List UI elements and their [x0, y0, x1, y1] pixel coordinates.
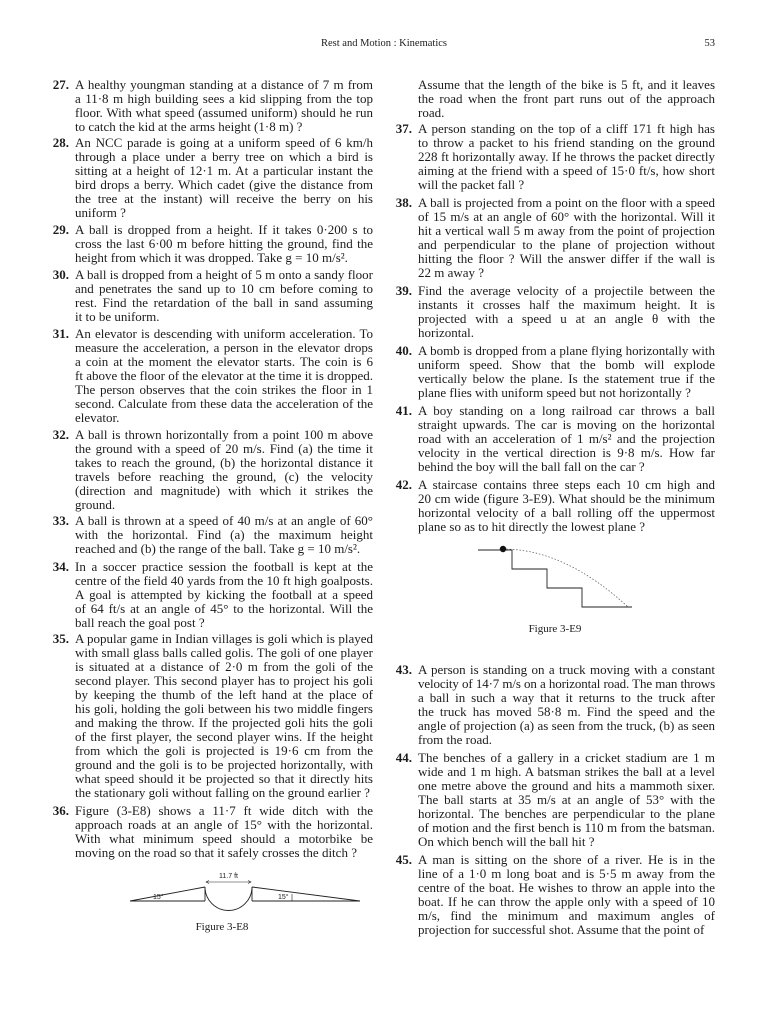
text-line: A staircase contains three steps each 10 cm high and: [418, 477, 715, 492]
text-line: wide and 1 m high. A batsman strikes the ball at a level: [418, 764, 715, 779]
text-line: a ball in such a way that it returns to the truck after: [418, 690, 715, 705]
problem-30: [44, 268, 373, 324]
problem-29: [44, 223, 373, 265]
text-line: A bomb is dropped from a plane flying horizontally with: [418, 343, 715, 358]
text-line: his goli, holding the goli between his two middle fingers: [75, 701, 373, 716]
text-line: A ball is dropped from a height. If it takes 0·200 s to: [75, 222, 373, 237]
problem-text: [75, 223, 373, 265]
problem-text: [418, 284, 715, 340]
problem-number: 30.: [52, 267, 69, 282]
right-road-ramp: [252, 887, 360, 901]
ditch-width-label: 11.7 ft: [219, 873, 238, 880]
ball: [500, 546, 506, 552]
text-line: with the horizontal. Find (a) the maximum height: [75, 527, 373, 542]
text-line: second player. This second player has to project his goli: [75, 673, 373, 688]
text-line: A popular game in Indian villages is goli which is played: [75, 631, 373, 646]
text-line: projection for successful shot. Assume that the point of: [418, 922, 705, 937]
text-line: horizontal. The benches are perpendicular to the plane: [418, 806, 715, 821]
problem-35: [44, 632, 373, 800]
text-line: m/s, find the minimum and maximum angles of: [418, 908, 715, 923]
text-line: centre of the boat. He wishes to throw an apple into the: [418, 880, 715, 895]
text-line: The person observes that the coin strikes the floor in 1: [75, 382, 373, 397]
problem-text: [75, 560, 373, 630]
text-line: a coin at the moment the elevator starts. The coin is 6: [75, 354, 373, 369]
figure-3-e9-caption: Figure 3-E9: [528, 623, 582, 635]
text-line: (direction and magnitude) with which it strikes the: [75, 483, 373, 498]
problem-text: [418, 122, 715, 192]
text-line: With what minimum speed should a motorbike be: [75, 831, 373, 846]
problem-number: 35.: [52, 631, 69, 646]
problem-text: [418, 404, 715, 474]
text-line: the road when the front part runs out of the approach: [418, 91, 715, 106]
right-column: [387, 0, 715, 1024]
problem-number: 27.: [52, 77, 69, 92]
problem-32: [44, 428, 373, 512]
problem-number: 33.: [52, 513, 69, 528]
text-line: rest. Find the retardation of the ball in sand assuming: [75, 295, 373, 310]
text-line: elevator.: [75, 410, 120, 425]
problem-number: 34.: [52, 559, 69, 574]
text-line: the stationary goli without falling on the ground earlier ?: [75, 785, 370, 800]
text-line: a 11·8 m high building sees a kid slipping from the top: [75, 91, 373, 106]
text-line: by keeping the thumb of the left hand at the place of: [75, 687, 373, 702]
text-line: boat. If he can throw the apple only with a speed of 10: [418, 894, 715, 909]
text-line: projected with a speed u at an angle θ with the: [418, 311, 715, 326]
problem-text: [75, 78, 373, 134]
text-line: A healthy youngman standing at a distance of 7 m from: [75, 77, 373, 92]
text-line: ground.: [75, 497, 116, 512]
problem-text: [418, 853, 715, 937]
text-line: The benches of a gallery in a cricket stadium are 1 m: [418, 750, 715, 765]
continued-problem-text: [387, 78, 715, 120]
problem-number: 39.: [395, 283, 412, 298]
text-line: will the packet fall ?: [418, 177, 525, 192]
problem-39: [387, 284, 715, 340]
text-line: is situated at a distance of 2·0 m from the goli of the: [75, 659, 373, 674]
problem-text: [418, 751, 715, 849]
text-line: The ball starts at 35 m/s at an angle of 53° with the: [418, 792, 715, 807]
problem-37: [387, 122, 715, 192]
text-line: A goal is attempted by kicking the football at a speed: [75, 587, 373, 602]
text-line: horizontal velocity of a ball rolling off the uppermost: [418, 505, 715, 520]
problem-27: [44, 78, 373, 134]
problem-44: [387, 751, 715, 849]
page-number: 53: [704, 38, 715, 49]
problem-text: [75, 428, 373, 512]
text-line: road.: [418, 105, 445, 120]
problem-number: 32.: [52, 427, 69, 442]
text-line: bird drops a berry. Which cadet (give the distance from: [75, 177, 373, 192]
text-line: approach roads at an angle of 15° with the horizontal.: [75, 817, 373, 832]
text-line: to catch the kid at the arms height (1·8 m) ?: [75, 119, 303, 134]
text-line: sitting at a height of 12·1 m. At a particular instant the: [75, 163, 373, 178]
problem-43: [387, 663, 715, 747]
text-line: second. Calculate from these data the acceleration of the: [75, 396, 373, 411]
text-line: 20 cm wide (figure 3-E9). What should be the minimum: [418, 491, 715, 506]
problem-number: 37.: [395, 121, 412, 136]
problem-text: [75, 268, 373, 324]
text-line: Find the average velocity of a projectile between the: [418, 283, 715, 298]
problem-42: [387, 478, 715, 534]
text-line: In a soccer practice session the football is kept at the: [75, 559, 373, 574]
problem-number: 28.: [52, 135, 69, 150]
text-line: hit a vertical wall 5 m away from the point of projection: [418, 223, 715, 238]
text-line: height from which it was dropped. Take g = 10 m/s².: [75, 250, 348, 265]
text-line: A ball is dropped from a height of 5 m onto a sandy floor: [75, 267, 373, 282]
text-line: A man is sitting on the shore of a river. He is in the: [418, 852, 715, 867]
text-line: An NCC parade is going at a uniform speed of 6 km/h: [75, 135, 373, 150]
right-angle-label: 15°: [278, 894, 289, 901]
text-line: horizontal.: [418, 325, 474, 340]
text-line: A ball is thrown at a speed of 40 m/s at an angle of 60°: [75, 513, 373, 528]
problem-number: 44.: [395, 750, 412, 765]
problem-28: [44, 136, 373, 220]
problem-number: 38.: [395, 195, 412, 210]
text-line: cross the last 6·00 m before hitting the ground, find the: [75, 236, 373, 251]
text-line: travels before reaching the ground, (c) the velocity: [75, 469, 373, 484]
ball-trajectory: [503, 549, 628, 607]
text-line: A person standing on the top of a cliff 171 ft high has: [418, 121, 715, 136]
text-line: aiming at the friend with a speed of 15·0 ft/s, how short: [418, 163, 715, 178]
problem-text: [418, 196, 715, 280]
problem-number: 40.: [395, 343, 412, 358]
problem-text: [75, 136, 373, 220]
text-line: it to be uniform.: [75, 309, 160, 324]
problem-45: [387, 853, 715, 937]
problem-number: 43.: [395, 662, 412, 677]
problem-number: 36.: [52, 803, 69, 818]
problem-number: 31.: [52, 326, 69, 341]
text-line: uniform ?: [75, 205, 126, 220]
text-line: A ball is projected from a point on the floor with a speed: [418, 195, 715, 210]
left-road-ramp: [130, 887, 205, 901]
text-line: A person is standing on a truck moving with a constant: [418, 662, 715, 677]
text-line: angle of projection (a) as seen from the truck, (b) as seen: [418, 718, 715, 733]
text-line: and making the throw. If the projected goli hits the goli: [75, 715, 373, 730]
text-line: On which bench will the ball hit ?: [418, 834, 595, 849]
text-line: centre of the field 40 yards from the 10 ft high goalposts.: [75, 573, 373, 588]
text-line: road with an acceleration of 1 m/s² and the projection: [418, 431, 715, 446]
text-line: uniform speed. Show that the bomb will explode: [418, 357, 715, 372]
text-line: 228 ft horizontally away. If he throws the packet directly: [418, 149, 715, 164]
text-line: plane so as to hit directly the lowest plane ?: [418, 519, 646, 534]
problem-34: [44, 560, 373, 630]
text-line: floor. With what speed (assumed uniform) should he run: [75, 105, 373, 120]
problem-text: [75, 514, 373, 556]
text-line: takes to reach the ground, (b) the horizontal distance it: [75, 455, 373, 470]
text-line: ground and the goli is to be projected horizontally, with: [75, 757, 373, 772]
text-line: with small glass balls called golis. The goli of one player: [75, 645, 373, 660]
text-line: of the first player, the second player wins. If the height: [75, 729, 373, 744]
figure-3-e8-caption: Figure 3-E8: [195, 921, 249, 933]
problem-text: [418, 663, 715, 747]
text-line: and penetrates the sand up to 10 cm before coming to: [75, 281, 373, 296]
ditch-arc: [205, 887, 252, 911]
text-line: plane flies with uniform speed but not horizontally ?: [418, 385, 691, 400]
text-line: the truck has moved 58·8 m. Find the speed and the: [418, 704, 715, 719]
text-line: 22 m away ?: [418, 265, 485, 280]
text-line: to throw a packet to his friend standing on the ground: [418, 135, 715, 150]
text-line: line of a 1·0 m long boat and is 5·5 m away from the: [418, 866, 715, 881]
problem-text: [75, 327, 373, 425]
problem-41: [387, 404, 715, 474]
text-line: from the road.: [418, 732, 493, 747]
text-line: Assume that the length of the bike is 5 ft, and it leaves: [418, 77, 715, 92]
problem-36: [44, 804, 373, 860]
text-line: from which the goli is projected is 19·6 cm from the: [75, 743, 373, 758]
text-line: and perpendicular to the plane of projection without: [418, 237, 715, 252]
problem-text: [75, 804, 373, 860]
text-line: through a place under a berry tree on which a bird is: [75, 149, 373, 164]
problem-number: 45.: [395, 852, 412, 867]
problem-38: [387, 196, 715, 280]
problem-number: 42.: [395, 477, 412, 492]
text-line: velocity in the vertical direction is 9·8 m/s. How far: [418, 445, 715, 460]
text-line: the tree at the instant) will receive the berry on his: [75, 191, 373, 206]
figure-3-e8-diagram: [120, 866, 370, 916]
figure-3-e9-diagram: [470, 540, 640, 615]
text-line: Figure (3-E8) shows a 11·7 ft wide ditch with the: [75, 803, 373, 818]
text-line: of motion and the first bench is 110 m from the batsman.: [418, 820, 715, 835]
staircase-outline: [478, 550, 632, 607]
problem-number: 41.: [395, 403, 412, 418]
text-line: measure the acceleration, a person in the elevator drops: [75, 340, 373, 355]
text-line: straight upwards. The car is moving on the horizontal: [418, 417, 715, 432]
text-line: what speed should it be projected so that it directly hits: [75, 771, 373, 786]
text-line: the ground with a speed of 20 m/s. Find (a) the time it: [75, 441, 373, 456]
left-angle-label: 15°: [153, 894, 164, 901]
text-line: An elevator is descending with uniform acceleration. To: [75, 326, 373, 341]
text-line: behind the boy will the ball fall on the car ?: [418, 459, 645, 474]
text-line: instants it crosses half the maximum height. It is: [418, 297, 715, 312]
problem-33: [44, 514, 373, 556]
text-line: of 64 ft/s at an angle of 45° to the horizontal. Will the: [75, 601, 373, 616]
text-line: A ball is thrown horizontally from a point 100 m above: [75, 427, 373, 442]
text-line: hitting the floor ? Will the answer differ if the wall is: [418, 251, 715, 266]
text-line: ft above the floor of the elevator at the time it is dropped.: [75, 368, 373, 383]
problem-text: [418, 478, 715, 534]
text-line: vertically below the plane. Is the statement true if the: [418, 371, 715, 386]
text-line: velocity of 14·7 m/s on a horizontal road. The man throws: [418, 676, 715, 691]
text-line: ball reach the goal post ?: [75, 615, 205, 630]
text-line: one metre above the ground and hits a mammoth sixer.: [418, 778, 715, 793]
text-line: reached and (b) the range of the ball. Take g = 10 m/s².: [75, 541, 361, 556]
problem-40: [387, 344, 715, 400]
chapter-title: Rest and Motion : Kinematics: [321, 38, 447, 49]
problem-text: [418, 78, 715, 120]
problem-text: [418, 344, 715, 400]
problem-text: [75, 632, 373, 800]
text-line: of 15 m/s at an angle of 60° with the horizontal. Will it: [418, 209, 715, 224]
problem-31: [44, 327, 373, 425]
text-line: A boy standing on a long railroad car throws a ball: [418, 403, 715, 418]
text-line: moving on the road so that it safely crosses the ditch ?: [75, 845, 357, 860]
problem-number: 29.: [52, 222, 69, 237]
